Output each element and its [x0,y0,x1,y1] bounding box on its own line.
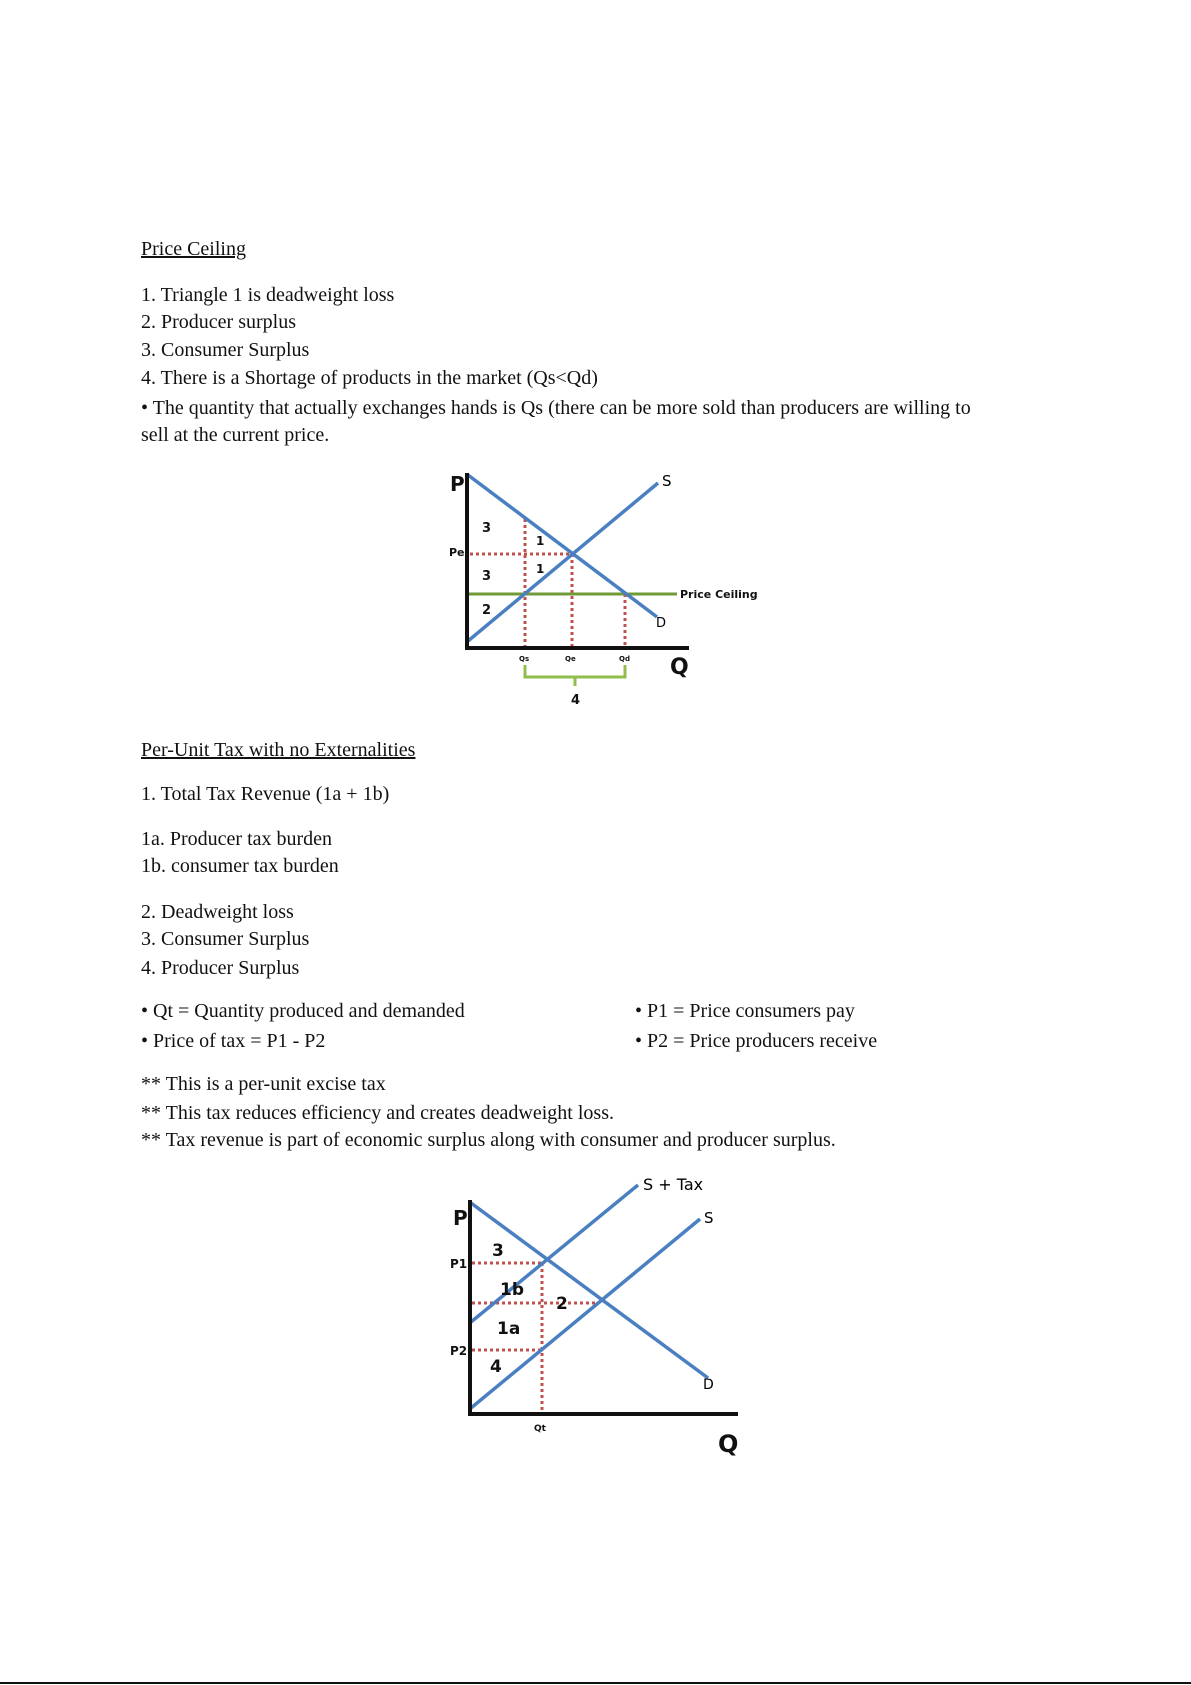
region-label: 4 [490,1357,502,1377]
region-label: 1a [497,1319,521,1339]
list-item: 1. Triangle 1 is deadweight loss [141,284,395,306]
note-text: sell at the current price. [141,424,330,446]
section-title-per-unit-tax: Per-Unit Tax with no Externalities [141,739,416,761]
bullet-qt: • Qt = Quantity produced and demanded [141,1000,465,1022]
demand-label: D [703,1377,714,1393]
region-label: 1 [536,562,545,576]
region-label: 2 [482,603,492,618]
list-item: 4. Producer Surplus [141,957,300,979]
supply-label: S [704,1209,714,1227]
list-item: 3. Consumer Surplus [141,339,310,361]
region-label: 1b [500,1280,524,1300]
bullet-price-of-tax: • Price of tax = P1 - P2 [141,1030,326,1052]
q-axis-label: Q [718,1430,739,1458]
supply-curve [468,483,658,641]
region-label: 3 [482,521,492,536]
region-label: 3 [492,1241,504,1261]
list-item: 1. Total Tax Revenue (1a + 1b) [141,783,390,805]
bullet-p2: • P2 = Price producers receive [635,1030,878,1052]
per-unit-tax-diagram [450,1175,738,1458]
page-bottom-rule [0,1682,1191,1684]
supply-label: S [662,472,672,490]
note-text: • The quantity that actually exchanges hands is Qs (there can be more sold than producers are willing to [141,397,971,419]
section-title-price-ceiling: Price Ceiling [141,238,246,260]
note-text: ** Tax revenue is part of economic surplus along with consumer and producer surplus. [141,1129,836,1151]
p-axis-label: P [453,1206,468,1230]
list-item: 3. Consumer Surplus [141,928,310,950]
qd-label: Qd [619,655,630,663]
p1-label: P1 [450,1257,468,1271]
region-label: 3 [482,569,492,584]
price-ceiling-diagram [449,472,758,708]
list-item: 1b. consumer tax burden [141,855,339,877]
bullet-p1: • P1 = Price consumers pay [635,1000,855,1022]
demand-label: D [656,616,667,631]
qe-label: Qe [565,655,576,663]
list-item: 2. Deadweight loss [141,901,294,923]
qs-label: Qs [519,655,530,663]
q-axis-label: Q [670,655,689,680]
list-item: 1a. Producer tax burden [141,828,333,850]
region-label: 2 [556,1294,568,1314]
supply-plus-tax-label: S + Tax [643,1175,704,1194]
shortage-label: 4 [571,693,581,708]
supply-curve [471,1219,700,1408]
list-item: 2. Producer surplus [141,311,296,333]
region-label: 1 [536,534,545,548]
p2-label: P2 [450,1344,468,1358]
note-text: ** This tax reduces efficiency and creates deadweight loss. [141,1102,614,1124]
shortage-brace [525,665,625,686]
demand-curve [468,475,657,617]
pe-label: Pe [449,546,465,559]
list-item: 4. There is a Shortage of products in the market (Qs<Qd) [141,367,598,389]
note-text: ** This is a per-unit excise tax [141,1073,386,1095]
price-ceiling-label: Price Ceiling [680,588,758,601]
p-axis-label: P [450,472,465,496]
qt-label: Qt [534,1424,546,1434]
